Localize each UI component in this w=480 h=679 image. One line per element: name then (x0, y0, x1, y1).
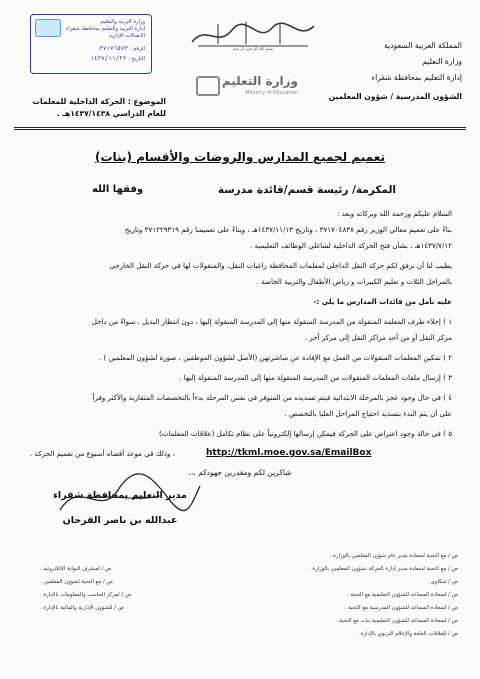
cc-item: ص / لسعادة المساعد للشؤون التعليمية مع التحية . (347, 592, 458, 598)
basmala-calligraphy (188, 18, 318, 52)
body-line: بناءً على تعميم معالي الوزير رقم ٣٧١٧٠٤٨٣٨ ، وتاريخ ١٤٣٧/١١/١٣هـ ، وبناءً على تعميمنا رقم ٣٧١٢٢٩٣١٩ وتاريخ (124, 225, 452, 234)
header-divider (14, 127, 466, 128)
cc-item: ص / شكاوى . (427, 579, 458, 585)
body-line: ١ ) إخلاء طرف المعلمة المنقولة من المدرسة المنقولة منها إلى المدرسة المنقولة إليها ، دون انتظار البديل ، سواءً من داخل (91, 317, 452, 326)
body-line: مركز النقل أو من أحد مراكز النقل إلى مركز آخر . (304, 333, 452, 342)
letterhead (312, 38, 462, 105)
subject (16, 96, 166, 120)
addressee: المكرمة/ رئيسة قسم/قائدة مدرسة (217, 184, 396, 196)
body-line: على أن يتم البدء بتسديد احتياج المراحل العليا بالتخصص . (284, 409, 452, 418)
directorate-name: إدارة التعليم بمحافظة شقراء (371, 73, 462, 82)
body-line: ٤ ) في حال وجود عجز بالمرحلة الابتدائية فيتم تسديده من المتوفر في نفس المرحلة بدءاً بالتخصصات المتقاربة والأكثر وفراً (92, 393, 452, 402)
header-divider-double (14, 129, 466, 130)
addressee-wish: وفقها الله (92, 184, 144, 195)
body-line: ٣ ) إرسال ملفات المعلمات المنقولات من المدرسة المنقولة منها إلى المدرسة المنقولة إليها . (179, 373, 452, 382)
stamp-date: ١٤٣٧/١١/٢٢ (90, 55, 127, 62)
cc-item: ص / مع التحية لسعادة مدير عام شؤون المعلمين بالوزارة . (329, 553, 458, 559)
stamp-ministry: وزارة التربية والتعليم (100, 19, 145, 25)
deadline-note: ، وذلك في موعد أقصاه أسبوع من تعميم الحركة . (30, 449, 175, 458)
basmala-text: بسم الله الرحمن الرحيم (232, 46, 274, 51)
body-line: ٢ ) تمكين المعلمات المنقولات من العمل مع الإفادة عن مباشرتهن (الأصل لشؤون الموظفين ، صورة لشؤون المعلمين ) . (99, 353, 452, 362)
cc-item: ص / لسعادة المساعد للشؤون المدرسية مع التحية . (344, 605, 458, 611)
cc-item: ص / للشؤون الإدارية والمالية بالإدارة . (40, 605, 125, 611)
cc-item: ص / للعلاقات العامة والإعلام التربوي بالإدارة . (357, 631, 458, 637)
department-name: الشؤون المدرسية / شؤون المعلمين (328, 92, 462, 101)
signatory-title: مدير التعليم بمحافظة شقراء (53, 490, 187, 501)
body-line: عليه نأمل من قائدات المدارس ما يلي :- (313, 297, 452, 306)
incoming-stamp (30, 14, 152, 74)
stamp-number-row: الرقم : ٣٧١٧٦٥٧٣ (99, 45, 145, 52)
body-line: ٥ ) في حالة وجود اعتراض على الحركة فيمكن إرسالها إلكترونياً على نظام تكامل (علاقات المعلمات) (158, 429, 452, 438)
ministry-name: وزارة التعليم (422, 57, 462, 66)
cc-item: ص / لمركز الحاسب والمعلومات بالإدارة . (40, 592, 132, 598)
body-line: ١٤٣٧/٧/١٢هـ ، بشأن فتح الحركة الداخلية لشاغلي الوظائف التعليمية . (250, 241, 452, 250)
stamp-logo-icon (35, 19, 61, 37)
subject-line-1: الموضوع : الحركة الداخلية للمعلمات (32, 97, 166, 106)
stamp-number-label: الرقم (133, 46, 145, 52)
ministry-logo-subtext: Ministry of Education (245, 90, 298, 96)
document-title: تعميم لجميع المدارس والروضات والأقسام (بنات) (95, 150, 385, 164)
kingdom-name: المملكة العربية السعودية (384, 41, 462, 50)
body-line: يطيب لنا أن نرفق لكم حركة النقل الداخلي لمعلمات المحافظة راغبات النقل، والمنقولات لها في حركة النقل الخارجي (109, 261, 452, 270)
email-box-link[interactable]: http://tkml.moe.gov.sa/EmailBox (206, 448, 372, 458)
stamp-unit: الاتصالات الإدارية (108, 33, 145, 39)
cc-item: ص / لمشرف البوابة الإلكترونية . (40, 566, 112, 572)
ministry-logo-text: وزارة التعليم (221, 74, 298, 88)
signatory-name: عبدالله بن ناصر القرحان (62, 515, 178, 526)
ministry-logo-icon (196, 76, 220, 96)
closing-thanks: شاكرين لكم ومقدرين جهودكم ،،، (188, 468, 292, 477)
ministry-logo (188, 72, 298, 100)
body-line: بالمراحل الثلاث و تعليم الكبيرات و رياض الأطفال والتربية الخاصة . (256, 277, 452, 286)
stamp-directorate: إدارة التربية والتعليم بمحافظة شقراء (65, 26, 145, 32)
cc-item: ص / مع التحية لشؤون المعلمين . (40, 579, 113, 585)
cc-item: ص / مع التحية لسعادة مدير إدارة الحركة بشؤون المعلمين بالوزارة . (308, 566, 458, 572)
stamp-number: ٣٧١٧٦٥٧٣ (99, 45, 129, 52)
stamp-date-label: التاريخ (131, 56, 145, 62)
subject-line-2: للعام الدراسي ١٤٣٧/١٤٣٨هـ . (56, 109, 166, 118)
greeting: السلام عليكم ورحمة الله وبركاته وبعد : (337, 209, 452, 218)
stamp-date-row: التاريخ : ١٤٣٧/١١/٢٢ (90, 55, 145, 62)
cc-item: ص / لسعادة المساعد للشؤون التعليمية بنات مع التحية . (335, 618, 458, 624)
